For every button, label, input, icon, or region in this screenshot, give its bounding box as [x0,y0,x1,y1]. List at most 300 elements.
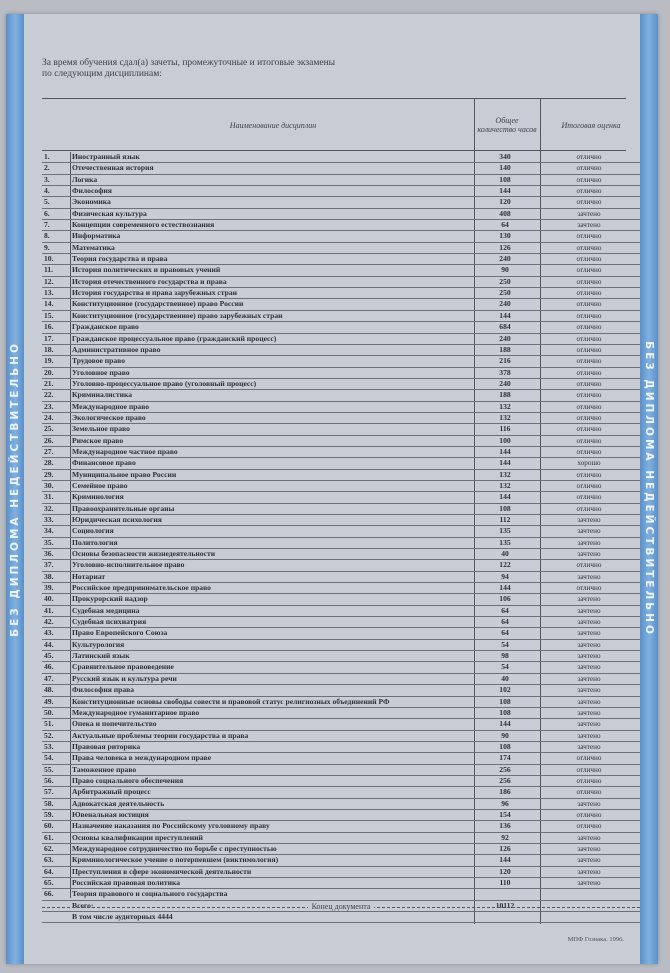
discipline-name: Судебная медицина [72,605,140,615]
table-row [42,254,640,265]
discipline-grade: отлично [576,481,602,490]
table-row [42,674,640,685]
discipline-hours: 144 [499,310,511,320]
discipline-name: Российское предпринимательское право [72,583,211,593]
header-name: Наименование дисциплин [229,120,317,130]
discipline-hours: 136 [499,821,511,831]
table-row [42,209,640,220]
discipline-name: Право социального обеспечения [72,775,184,785]
discipline-name: Назначение наказания по Российскому уголовному праву [72,821,270,831]
discipline-hours: 132 [499,480,511,490]
table-row [42,265,640,276]
table-row [42,583,640,594]
discipline-name: Административное право [72,344,161,354]
discipline-hours: 188 [499,390,511,400]
discipline-hours: 250 [499,276,511,286]
discipline-grade: отлично [576,754,602,763]
table-row [42,731,640,742]
row-number: 6. [44,208,50,218]
discipline-hours: 144 [499,492,511,502]
table-row [42,549,640,560]
table-row [42,152,640,163]
row-number: 36. [44,549,54,559]
discipline-name: Международное сотрудничество по борьбе с преступностью [72,843,277,853]
row-number: 60. [44,821,54,831]
discipline-grade: зачтено [577,742,601,751]
discipline-hours: 256 [499,764,511,774]
table-row [42,470,640,481]
row-number: 18. [44,344,54,354]
discipline-grade: отлично [576,822,602,831]
discipline-hours: 108 [499,741,511,751]
discipline-name: Теория правового и социального государства [72,889,228,899]
table-row [42,402,640,413]
discipline-grade: отлично [576,243,602,252]
row-number: 38. [44,571,54,581]
table-row [42,889,640,900]
discipline-name: Муниципальное право России [72,469,177,479]
table-row [42,560,640,571]
discipline-name: Политология [72,537,118,547]
discipline-name: Международное право [72,401,150,411]
discipline-name: Физическая культура [72,208,147,218]
discipline-grade: отлично [576,810,602,819]
table-row [42,742,640,753]
right-security-band [640,14,658,964]
row-number: 11. [44,265,54,275]
discipline-hours: 140 [499,163,511,173]
discipline-hours: 135 [499,537,511,547]
table-row [42,855,640,866]
row-number: 63. [44,855,54,865]
discipline-hours: 132 [499,401,511,411]
row-number: 34. [44,526,54,536]
discipline-name: Российская правовая политика [72,878,180,887]
discipline-name: Экономика [72,197,111,207]
discipline-grade: отлично [576,788,602,797]
discipline-hours: 108 [499,174,511,184]
discipline-name: Конституционное (государственное) право зарубежных стран [72,310,283,320]
row-number: 24. [44,412,54,422]
discipline-hours: 174 [499,753,511,763]
discipline-name: Основы квалификации преступлений [72,832,203,842]
discipline-grade: отлично [576,436,602,445]
row-number: 1. [44,152,50,161]
discipline-name: Римское право [72,435,124,445]
discipline-grade: хорошо [577,459,601,468]
discipline-hours: 144 [499,458,511,468]
discipline-grade: зачтено [577,708,601,717]
discipline-hours: 98 [501,651,509,661]
discipline-hours: 54 [501,662,509,672]
discipline-hours: 64 [501,628,509,638]
discipline-name: Латинский язык [72,651,130,661]
table-row [42,685,640,696]
table-row [42,844,640,855]
discipline-name: Актуальные проблемы теории государства и права [72,730,249,740]
discipline-name: Таможенное право [72,764,137,774]
discipline-grade: зачтено [577,640,601,649]
discipline-name: Концепции современного естествознания [72,220,215,230]
discipline-grade: зачтено [577,538,601,547]
discipline-name: Уголовное право [72,367,130,377]
table-row [42,197,640,208]
discipline-hours: 116 [499,424,511,434]
row-number: 7. [44,220,50,230]
discipline-grade: отлично [576,504,602,513]
discipline-name: Русский язык и культура речи [72,673,177,683]
discipline-grade: отлично [576,379,602,388]
discipline-name: Право Европейского Союза [72,628,168,638]
table-row [42,322,640,333]
discipline-name: Нотариат [72,571,106,581]
discipline-name: Ювенальная юстиция [72,809,149,819]
discipline-hours: 10112 [495,900,515,910]
discipline-name: Отечественная история [72,163,154,173]
discipline-hours: 240 [499,333,511,343]
diploma-supplement-sheet [6,14,658,964]
table-row [42,379,640,390]
discipline-hours: 408 [499,208,511,218]
row-number: 21. [44,378,54,388]
discipline-name: Адвокатская деятельность [72,798,165,808]
discipline-grade: зачтено [577,833,601,842]
printer-mark: МПФ Гознака. 1996. [567,936,624,943]
discipline-name: Теория государства и права [72,254,168,264]
table-row [42,821,640,832]
row-number: 25. [44,424,54,434]
discipline-grade: отлично [576,402,602,411]
discipline-grade: отлично [576,470,602,479]
discipline-grade: отлично [576,493,602,502]
discipline-hours: 96 [501,798,509,808]
row-number: 37. [44,560,54,570]
discipline-name: Иностранный язык [72,152,140,161]
table-row [42,867,640,878]
row-number: 23. [44,401,54,411]
table-top-rule [42,98,626,99]
row-number: 4. [44,186,50,196]
discipline-grade: отлично [576,334,602,343]
discipline-hours: 340 [499,152,511,161]
discipline-name: Уголовно-процессуальное право (уголовный процесс) [72,378,257,388]
row-number: 62. [44,843,54,853]
row-number: 30. [44,480,54,490]
row-number: 22. [44,390,54,400]
discipline-hours: 108 [499,696,511,706]
discipline-grade: отлично [576,198,602,207]
discipline-grade: отлично [576,368,602,377]
discipline-hours: 92 [501,832,509,842]
row-number: 58. [44,798,54,808]
header-grade: Итоговая оценка [561,120,621,130]
table-row [42,651,640,662]
discipline-name: Экологическое право [72,412,146,422]
row-number: 44. [44,639,54,649]
row-number: 61. [44,832,54,842]
table-row [42,662,640,673]
table-row [42,504,640,515]
row-number: 28. [44,458,54,468]
discipline-grade: отлично [576,153,602,161]
discipline-grade: зачтено [577,686,601,695]
table-row [42,390,640,401]
discipline-name: Гражданское процессуальное право (гражданский процесс) [72,333,277,343]
discipline-hours: 188 [499,344,511,354]
table-row [42,481,640,492]
discipline-grade: зачтено [577,697,601,706]
row-number: 54. [44,753,54,763]
row-number: 41. [44,605,54,615]
row-number: 8. [44,231,50,241]
discipline-name: Гражданское право [72,322,139,332]
discipline-hours: 144 [499,855,511,865]
discipline-grade: зачтено [577,527,601,536]
discipline-grade: зачтено [577,856,601,865]
row-number: 56. [44,775,54,785]
discipline-hours: 108 [499,707,511,717]
row-number: 12. [44,276,54,286]
discipline-name: Криминологическое учение о потерпевшем (виктимология) [72,855,279,865]
table-row [42,538,640,549]
discipline-hours: 130 [499,231,511,241]
row-number: 52. [44,730,54,740]
row-number: 10. [44,254,54,264]
discipline-name: Культурология [72,639,125,649]
discipline-name: Международное частное право [72,446,178,456]
table-row [42,765,640,776]
discipline-grade: отлично [576,357,602,366]
discipline-name: Правовая риторика [72,741,141,751]
discipline-hours: 126 [499,242,511,252]
discipline-hours: 90 [501,265,509,275]
row-number: 33. [44,515,54,524]
table-row [42,787,640,798]
row-number: 20. [44,367,54,377]
discipline-name: Опека и попечительство [72,719,157,729]
table-row [42,719,640,730]
discipline-name: Земельное право [72,424,130,434]
row-number: 55. [44,764,54,774]
row-number: 43. [44,628,54,638]
table-row [42,640,640,651]
discipline-grade: зачтено [577,799,601,808]
row-number: 9. [44,242,50,252]
table-row [42,833,640,844]
row-number: 57. [44,787,54,797]
row-number: 51. [44,719,54,729]
discipline-grade: зачтено [577,867,601,876]
discipline-grade: отлично [576,289,602,298]
disciplines-table [42,152,640,923]
discipline-grade: зачтено [577,731,601,740]
discipline-hours: 54 [501,639,509,649]
discipline-name: Всего: [72,900,94,910]
table-row [42,231,640,242]
table-row [42,311,640,322]
row-number: 64. [44,866,54,876]
discipline-name: Криминология [72,492,124,502]
discipline-name: Семейное право [72,480,128,490]
table-row [42,912,640,923]
discipline-hours: 90 [501,730,509,740]
row-number: 14. [44,299,54,309]
discipline-grade: зачтено [577,550,601,559]
discipline-hours: 120 [499,197,511,207]
discipline-name: Криминалистика [72,390,133,400]
discipline-grade: отлично [576,345,602,354]
row-number: 31. [44,492,54,502]
row-number: 26. [44,435,54,445]
table-row [42,628,640,639]
discipline-hours: 144 [499,719,511,729]
row-number: 16. [44,322,54,332]
discipline-hours: 94 [501,571,509,581]
discipline-hours: 110 [499,878,511,887]
discipline-name: Трудовое право [72,356,126,366]
discipline-hours: 378 [499,367,511,377]
discipline-hours: 684 [499,322,511,332]
discipline-grade: зачтено [577,652,601,661]
table-row [42,799,640,810]
table-row [42,515,640,526]
discipline-hours: 240 [499,254,511,264]
header-bottom-rule [42,150,626,151]
discipline-hours: 120 [499,866,511,876]
discipline-name: Основы безопасности жизнедеятельности [72,549,216,559]
row-number: 2. [44,163,50,173]
discipline-hours: 240 [499,299,511,309]
discipline-hours: 154 [499,809,511,819]
row-number: 42. [44,617,54,627]
table-row [42,175,640,186]
discipline-name: Философия [72,186,112,196]
discipline-grade: отлично [576,776,602,785]
discipline-hours: 216 [499,356,511,366]
row-number: 5. [44,197,50,207]
discipline-grade: отлично [576,175,602,184]
discipline-name: Математика [72,242,115,252]
discipline-name: В том числе аудиторных 4444 [72,912,173,922]
discipline-grade: зачтено [577,663,601,672]
discipline-name: Логика [72,174,98,184]
discipline-name: Социология [72,526,114,536]
left-band-text: БЕЗ ДИПЛОМА НЕДЕЙСТВИТЕЛЬНО [9,341,21,637]
discipline-grade: отлично [576,447,602,456]
row-number: 32. [44,503,54,513]
table-row [42,708,640,719]
discipline-hours: 126 [499,843,511,853]
discipline-grade: отлично [576,277,602,286]
discipline-grade: зачтено [577,629,601,638]
discipline-grade: отлично [576,413,602,422]
row-number: 35. [44,537,54,547]
discipline-grade: отлично [576,187,602,196]
discipline-name: Информатика [72,231,121,241]
discipline-grade: отлично [576,311,602,320]
discipline-hours: 240 [499,378,511,388]
discipline-hours: 122 [499,560,511,570]
discipline-grade: зачтено [577,618,601,627]
table-row [42,776,640,787]
table-row [42,299,640,310]
discipline-hours: 250 [499,288,511,298]
table-row [42,368,640,379]
table-row [42,334,640,345]
discipline-name: Конституционные основы свободы совести и правовой статус религиозных объединений РФ [72,696,390,706]
row-number: 47. [44,673,54,683]
row-number: 40. [44,594,54,604]
discipline-grade: отлично [576,164,602,173]
discipline-grade: зачтено [577,209,601,218]
intro-text [42,58,462,80]
discipline-grade: зачтено [577,221,601,230]
discipline-grade: зачтено [577,606,601,615]
discipline-grade: отлично [576,765,602,774]
table-row [42,697,640,708]
table-row [42,878,640,889]
discipline-hours: 132 [499,469,511,479]
discipline-name: История государства и права зарубежных стран [72,288,238,298]
table-row [42,356,640,367]
table-row [42,413,640,424]
discipline-name: История политических и правовых учений [72,265,221,275]
discipline-hours: 102 [499,685,511,695]
row-number: 46. [44,662,54,672]
discipline-grade: зачтено [577,674,601,683]
row-number: 59. [44,809,54,819]
discipline-grade: отлично [576,425,602,434]
discipline-name: Уголовно-исполнительное право [72,560,185,570]
table-row [42,810,640,821]
table-row [42,572,640,583]
table-row [42,424,640,435]
row-number: 66. [44,889,54,899]
intro-line-1: За время обучения сдал(а) зачеты, промежуточные и итоговые экзамены [42,58,336,68]
table-row [42,163,640,174]
discipline-grade: отлично [576,255,602,264]
row-number: 17. [44,333,54,343]
discipline-hours: 40 [501,673,509,683]
left-security-band [6,14,24,964]
row-number: 50. [44,707,54,717]
row-number: 45. [44,651,54,661]
table-row [42,345,640,356]
discipline-hours: 144 [499,583,511,593]
discipline-hours: 256 [499,775,511,785]
discipline-name: Философия права [72,685,135,695]
discipline-name: Арбитражный процесс [72,787,151,797]
table-row [42,243,640,254]
discipline-grade: зачтено [577,720,601,729]
table-row [42,277,640,288]
discipline-name: Сравнительное правоведение [72,662,174,672]
discipline-hours: 64 [501,617,509,627]
row-number: 53. [44,741,54,751]
row-number: 15. [44,310,54,320]
discipline-hours: 112 [499,515,511,524]
right-band-text: БЕЗ ДИПЛОМА НЕДЕЙСТВИТЕЛЬНО [643,341,655,637]
discipline-hours: 144 [499,446,511,456]
row-number: 19. [44,356,54,366]
discipline-hours: 100 [499,435,511,445]
table-row [42,594,640,605]
table-row [42,447,640,458]
discipline-name: Конституционное (государственное) право России [72,299,244,309]
discipline-name: Международное гуманитарное право [72,707,200,717]
discipline-hours: 64 [501,220,509,230]
discipline-name: Права человека в международном праве [72,753,212,763]
